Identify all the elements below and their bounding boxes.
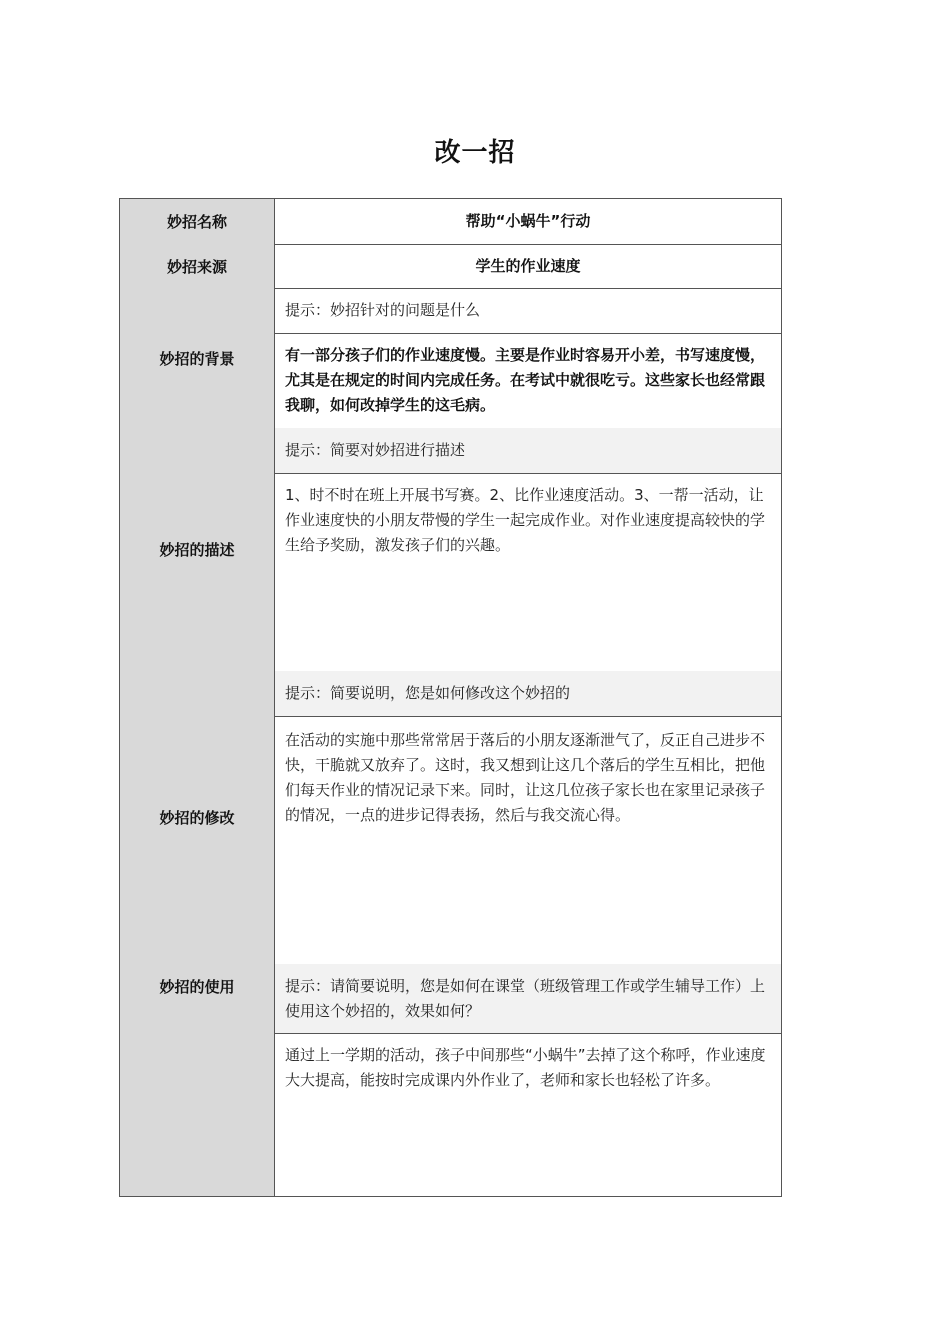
modification-hint: 提示：简要说明，您是如何修改这个妙招的: [275, 671, 781, 716]
form-table: [119, 198, 782, 1197]
modification-label: 妙招的修改: [120, 671, 275, 964]
name-label: 妙招名称: [120, 199, 275, 244]
source-value: 学生的作业速度: [475, 256, 581, 275]
description-label: 妙招的描述: [120, 428, 275, 671]
source-label: 妙招来源: [120, 244, 275, 288]
modification-content: 在活动的实施中那些常常居于落后的小朋友逐渐泄气了，反正自己进步不快，干脆就又放弃了。这时，我又想到让这几个落后的学生互相比，把他们每天作业的情况记录下来。同时，让这几位孩子家长也在家里记录孩子的情况，一点的进步记得表扬，然后与我交流心得。: [285, 731, 766, 824]
document-title: 改一招: [434, 138, 516, 168]
description-content: 1、时不时在班上开展书写赛。2、比作业速度活动。3、一帮一活动，让作业速度快的小朋友带慢的学生一起完成作业。对作业速度提高较快的学生给予奖励，激发孩子们的兴趣。: [285, 486, 766, 554]
usage-label: 妙招的使用: [120, 964, 275, 1196]
usage-hint: 提示：请简要说明，您是如何在课堂（班级管理工作或学生辅导工作）上使用这个妙招的，效果如何？: [275, 964, 781, 1033]
usage-content: 通过上一学期的活动，孩子中间那些“小蜗牛”去掉了这个称呼，作业速度大大提高，能按时完成课内外作业了，老师和家长也轻松了许多。: [285, 1046, 766, 1089]
name-value: 帮助“小蜗牛”行动: [465, 212, 591, 230]
background-label: 妙招的背景: [120, 288, 275, 428]
background-hint: 提示：妙招针对的问题是什么: [285, 301, 481, 319]
background-content: 有一部分孩子们的作业速度慢。主要是作业时容易开小差，书写速度慢，尤其是在规定的时间内完成任务。在考试中就很吃亏。这些家长也经常跟我聊，如何改掉学生的这毛病。: [285, 346, 766, 414]
description-hint: 提示：简要对妙招进行描述: [275, 428, 781, 473]
